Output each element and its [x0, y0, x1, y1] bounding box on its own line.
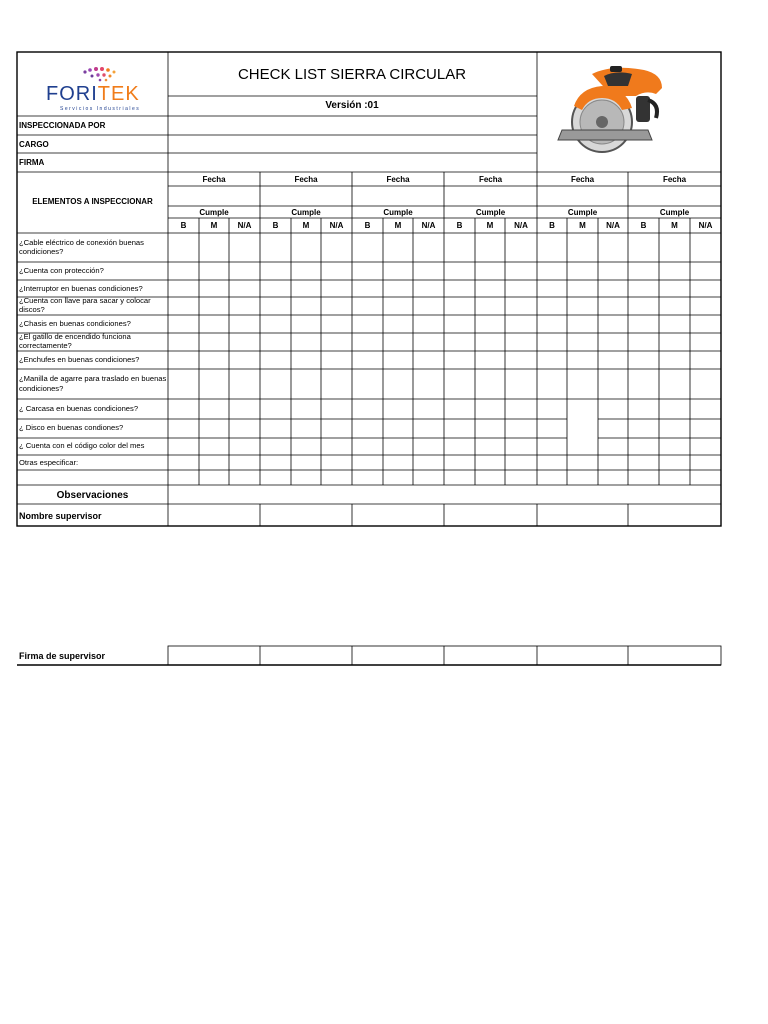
position-field[interactable]: [168, 135, 537, 153]
rating-na-1: N/A: [237, 221, 252, 230]
checklist-item: ¿Chasis en buenas condiciones?: [19, 319, 131, 328]
elements-header: ELEMENTOS A INSPECCIONAR: [32, 197, 153, 206]
date-field-2[interactable]: [260, 186, 352, 206]
date-label-6: Fecha: [662, 175, 687, 184]
cumple-label-6: Cumple: [659, 208, 690, 217]
rating-m-3: M: [394, 221, 402, 230]
checklist-item: ¿ Cuenta con el código color del mes: [19, 441, 145, 450]
cumple-label-4: Cumple: [475, 208, 506, 217]
checklist-item: ¿El gatillo de encendido funciona correctamente?: [19, 333, 131, 350]
observations-label: Observaciones: [56, 490, 129, 501]
supervisor-signature-label: Firma de supervisor: [19, 651, 106, 661]
inspected-by-field[interactable]: [168, 116, 537, 135]
date-label-3: Fecha: [386, 175, 410, 184]
position-label: CARGO: [19, 140, 49, 149]
cumple-label-1: Cumple: [199, 208, 229, 217]
cumple-label-3: Cumple: [383, 208, 413, 217]
rating-na-3: N/A: [421, 221, 436, 230]
checklist-item: ¿Manilla de agarre para traslado en buenas condiciones?: [19, 374, 167, 393]
date-label-2: Fecha: [294, 175, 318, 184]
rating-na-5: N/A: [606, 221, 620, 230]
checklist-item: ¿ Disco en buenas condiones?: [19, 423, 124, 432]
observations-field[interactable]: [168, 485, 721, 504]
signature-label: FIRMA: [19, 158, 45, 167]
rating-na-6: N/A: [698, 221, 713, 230]
date-label-1: Fecha: [202, 175, 226, 184]
rating-m-1: M: [210, 221, 218, 230]
rating-m-2: M: [302, 221, 310, 230]
supervisor-name-fields[interactable]: [168, 504, 721, 526]
date-field-1[interactable]: [168, 186, 260, 206]
inspected-by-label: INSPECCIONADA POR: [19, 121, 106, 130]
checklist-item: ¿Cuenta con llave para sacar y colocar discos?: [19, 297, 151, 314]
date-field-3[interactable]: [352, 186, 444, 206]
checklist-item: ¿Enchufes en buenas condiciones?: [19, 355, 140, 364]
checklist-item: ¿ Carcasa en buenas condiciones?: [19, 404, 139, 413]
supervisor-signature-fields[interactable]: [168, 646, 721, 665]
rating-b-2: B: [272, 221, 279, 230]
rating-na-2: N/A: [329, 221, 344, 230]
checklist-item: Otras especificar:: [19, 458, 79, 467]
cumple-label-5: Cumple: [567, 208, 598, 217]
checklist-item: ¿Interruptor en buenas condiciones?: [19, 284, 143, 293]
rating-m-5: M: [579, 221, 586, 230]
rating-na-4: N/A: [514, 221, 528, 230]
logo-wordmark: FORITEK: [46, 83, 140, 105]
signature-field[interactable]: [168, 153, 537, 172]
logo-tagline: Servicios Industriales: [60, 106, 141, 112]
rating-b-1: B: [180, 221, 187, 230]
date-field-4[interactable]: [444, 186, 537, 206]
date-label-5: Fecha: [570, 175, 595, 184]
rating-b-6: B: [640, 221, 647, 230]
rating-m-6: M: [671, 221, 678, 230]
date-field-5[interactable]: [537, 186, 628, 206]
rating-b-4: B: [456, 221, 463, 230]
date-field-6[interactable]: [628, 186, 721, 206]
checklist-item: ¿Cuenta con protección?: [19, 266, 104, 275]
date-label-4: Fecha: [478, 175, 503, 184]
rating-b-3: B: [364, 221, 371, 230]
version-label: Versión :01: [325, 100, 379, 111]
supervisor-name-label: Nombre supervisor: [19, 511, 102, 521]
checklist-item: ¿Cable eléctrico de conexión buenas condiciones?: [19, 238, 144, 256]
page-title: CHECK LIST SIERRA CIRCULAR: [237, 66, 467, 83]
cumple-label-2: Cumple: [291, 208, 321, 217]
rating-b-5: B: [549, 221, 555, 230]
rating-m-4: M: [486, 221, 494, 230]
